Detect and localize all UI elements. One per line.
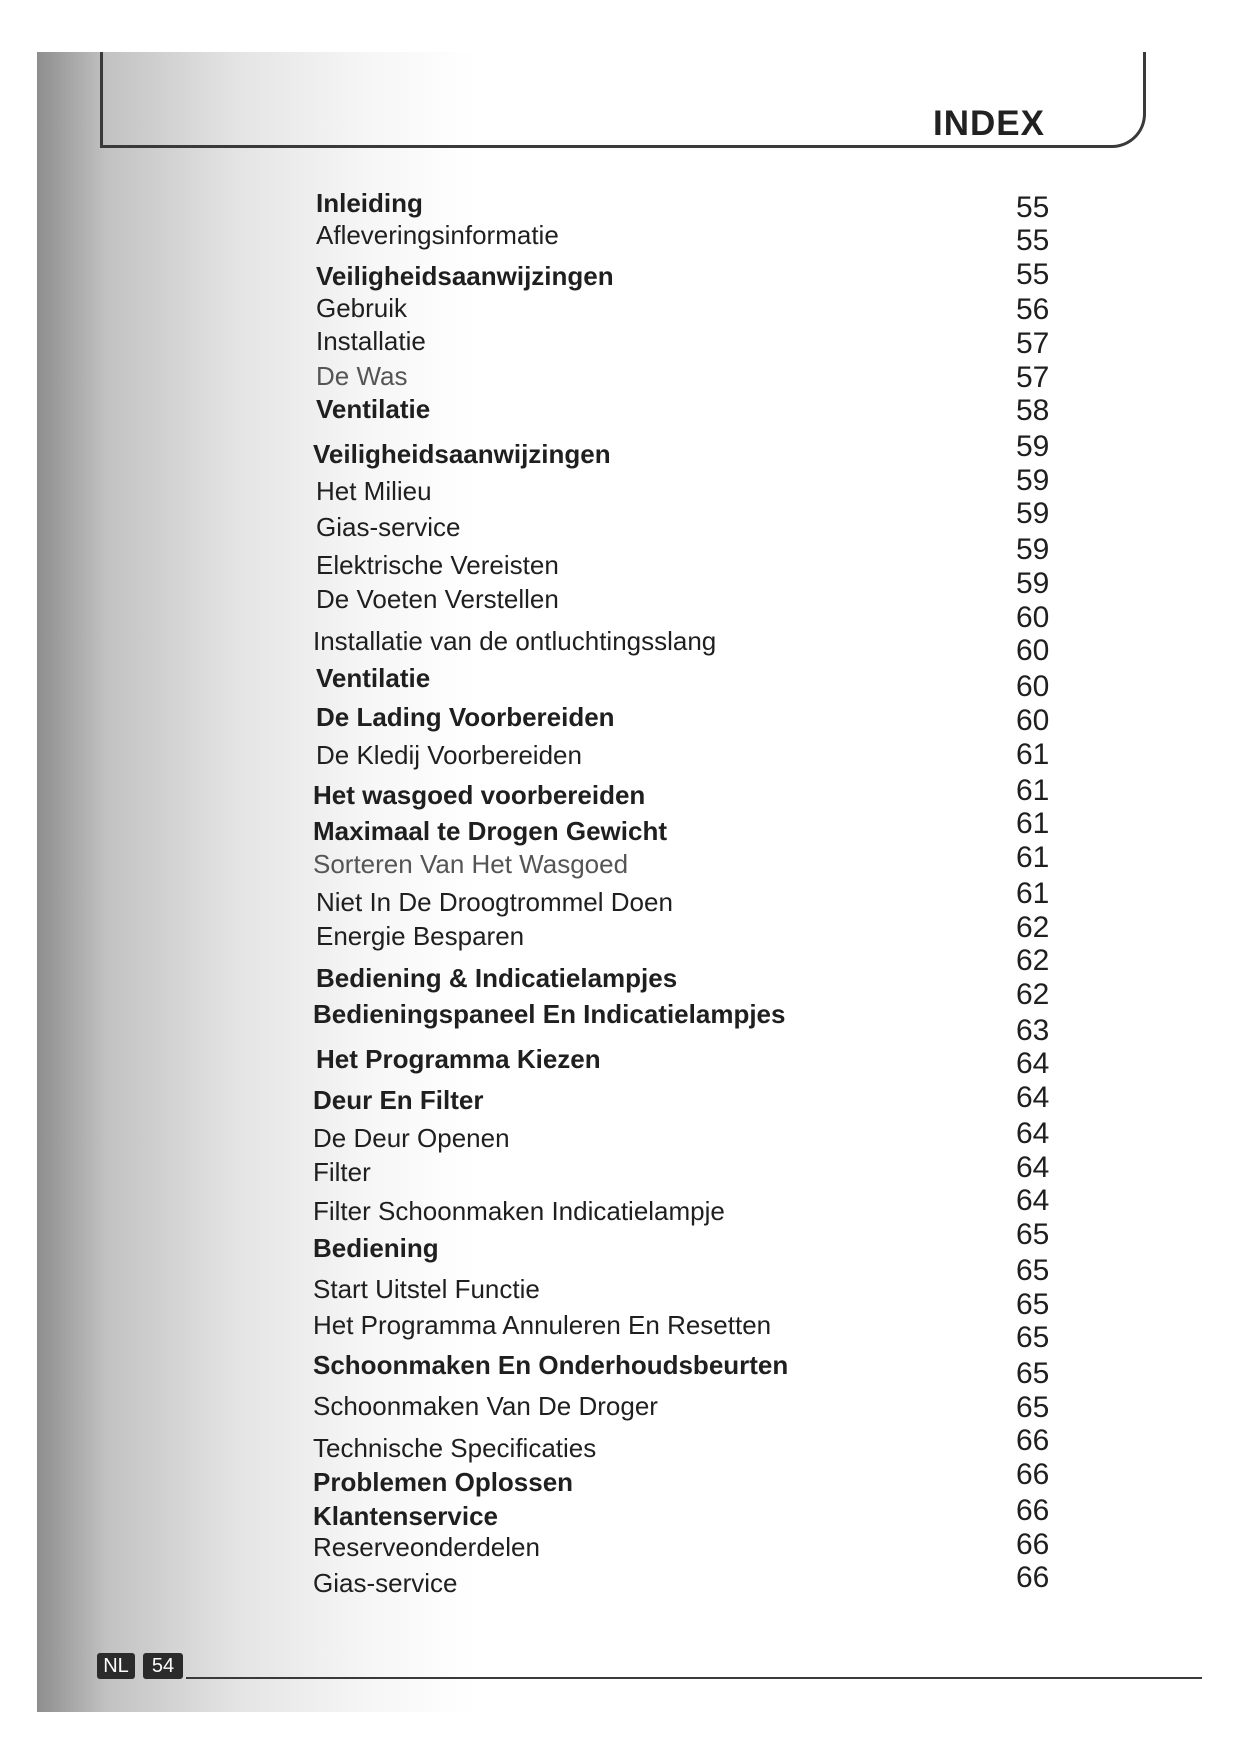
toc-page-number: 61 xyxy=(1016,877,1050,910)
toc-page-number: 60 xyxy=(1016,704,1050,737)
toc-entry[interactable]: Start Uitstel Functie xyxy=(313,1274,540,1304)
toc-page-number: 65 xyxy=(1016,1218,1050,1251)
toc-page-number: 62 xyxy=(1016,911,1050,944)
toc-entry[interactable]: Gias-service xyxy=(316,512,461,542)
toc-page-number: 65 xyxy=(1016,1357,1050,1390)
toc-entry[interactable]: Bediening & Indicatielampjes xyxy=(316,963,678,993)
toc-entry[interactable]: Afleveringsinformatie xyxy=(316,220,559,250)
toc-entry[interactable]: Filter xyxy=(313,1157,371,1187)
toc-entry[interactable]: Installatie van de ontluchtingsslang xyxy=(313,626,717,656)
toc-entry[interactable]: Bediening xyxy=(313,1233,439,1263)
toc-page-number: 62 xyxy=(1016,978,1050,1011)
language-badge: NL xyxy=(97,1653,135,1679)
toc-page-number: 57 xyxy=(1016,327,1050,360)
toc-page-number: 61 xyxy=(1016,807,1050,840)
toc-entry[interactable]: Technische Specificaties xyxy=(313,1433,597,1463)
toc-entry[interactable]: Niet In De Droogtrommel Doen xyxy=(316,887,673,917)
toc-entry[interactable]: Sorteren Van Het Wasgoed xyxy=(313,849,629,879)
toc-page-number: 64 xyxy=(1016,1047,1050,1080)
toc-entry[interactable]: Elektrische Vereisten xyxy=(316,550,559,580)
toc-entry[interactable]: Het Milieu xyxy=(316,476,432,506)
toc-entry[interactable]: Reserveonderdelen xyxy=(313,1532,540,1562)
toc-page-number: 59 xyxy=(1016,497,1050,530)
toc-entry[interactable]: Energie Besparen xyxy=(316,921,525,951)
toc-page-number: 62 xyxy=(1016,944,1050,977)
toc-entry[interactable]: Veiligheidsaanwijzingen xyxy=(313,439,611,469)
toc-page-number: 60 xyxy=(1016,634,1050,667)
page-number-badge: 54 xyxy=(143,1653,183,1679)
toc-entry[interactable]: Klantenservice xyxy=(313,1501,498,1531)
toc-page-number: 65 xyxy=(1016,1321,1050,1354)
toc-page-number: 60 xyxy=(1016,670,1050,703)
toc-page-number: 60 xyxy=(1016,601,1050,634)
toc-entry[interactable]: De Voeten Verstellen xyxy=(316,584,559,614)
toc-entry[interactable]: Bedieningspaneel En Indicatielampjes xyxy=(313,999,786,1029)
toc-page-number: 56 xyxy=(1016,293,1050,326)
footer-divider xyxy=(186,1677,1202,1679)
toc-entry[interactable]: Deur En Filter xyxy=(313,1085,484,1115)
toc-page-number: 64 xyxy=(1016,1117,1050,1150)
toc-page-number: 61 xyxy=(1016,774,1050,807)
toc-page-number: 65 xyxy=(1016,1254,1050,1287)
toc-entry[interactable]: Veiligheidsaanwijzingen xyxy=(316,261,614,291)
toc-page-number: 59 xyxy=(1016,533,1050,566)
toc-page-number: 57 xyxy=(1016,361,1050,394)
toc-page-number: 55 xyxy=(1016,191,1050,224)
toc-page-number: 65 xyxy=(1016,1391,1050,1424)
toc-page-number: 64 xyxy=(1016,1081,1050,1114)
toc-entry[interactable]: Het Programma Annuleren En Resetten xyxy=(313,1310,772,1340)
toc-entry[interactable]: De Kledij Voorbereiden xyxy=(316,740,582,770)
toc-entry[interactable]: De Lading Voorbereiden xyxy=(316,702,615,732)
toc-page-number: 59 xyxy=(1016,430,1050,463)
toc-page-number: 63 xyxy=(1016,1014,1050,1047)
toc-page-number: 64 xyxy=(1016,1151,1050,1184)
toc-page-number: 66 xyxy=(1016,1458,1050,1491)
toc-page-number: 66 xyxy=(1016,1561,1050,1594)
toc-entry[interactable]: Installatie xyxy=(316,326,426,356)
toc-page-number: 64 xyxy=(1016,1184,1050,1217)
toc-page-number: 66 xyxy=(1016,1528,1050,1561)
toc-entry[interactable]: De Deur Openen xyxy=(313,1123,510,1153)
toc-entry[interactable]: De Was xyxy=(316,361,408,391)
toc-entry[interactable]: Gias-service xyxy=(313,1568,458,1598)
toc-page-number: 55 xyxy=(1016,224,1050,257)
page-title: INDEX xyxy=(933,104,1045,143)
toc-page-number: 58 xyxy=(1016,394,1050,427)
toc-entry[interactable]: Het Programma Kiezen xyxy=(316,1044,601,1074)
toc-entry[interactable]: Het wasgoed voorbereiden xyxy=(313,780,646,810)
toc-page-number: 66 xyxy=(1016,1424,1050,1457)
toc-entry[interactable]: Schoonmaken En Onderhoudsbeurten xyxy=(313,1350,789,1380)
toc-entry[interactable]: Filter Schoonmaken Indicatielampje xyxy=(313,1196,725,1226)
toc-entry[interactable]: Problemen Oplossen xyxy=(313,1467,574,1497)
toc-page-number: 59 xyxy=(1016,567,1050,600)
toc-entry[interactable]: Ventilatie xyxy=(316,394,431,424)
toc-page-number: 61 xyxy=(1016,738,1050,771)
toc-entry[interactable]: Schoonmaken Van De Droger xyxy=(313,1391,658,1421)
toc-page-number: 59 xyxy=(1016,464,1050,497)
toc-page-number: 65 xyxy=(1016,1288,1050,1321)
toc-entry[interactable]: Maximaal te Drogen Gewicht xyxy=(313,816,667,846)
toc-entry[interactable]: Inleiding xyxy=(316,188,423,218)
toc-entry[interactable]: Gebruik xyxy=(316,293,408,323)
toc-entry[interactable]: Ventilatie xyxy=(316,663,431,693)
toc-page-number: 66 xyxy=(1016,1494,1050,1527)
toc-page-number: 61 xyxy=(1016,841,1050,874)
toc-page-number: 55 xyxy=(1016,258,1050,291)
